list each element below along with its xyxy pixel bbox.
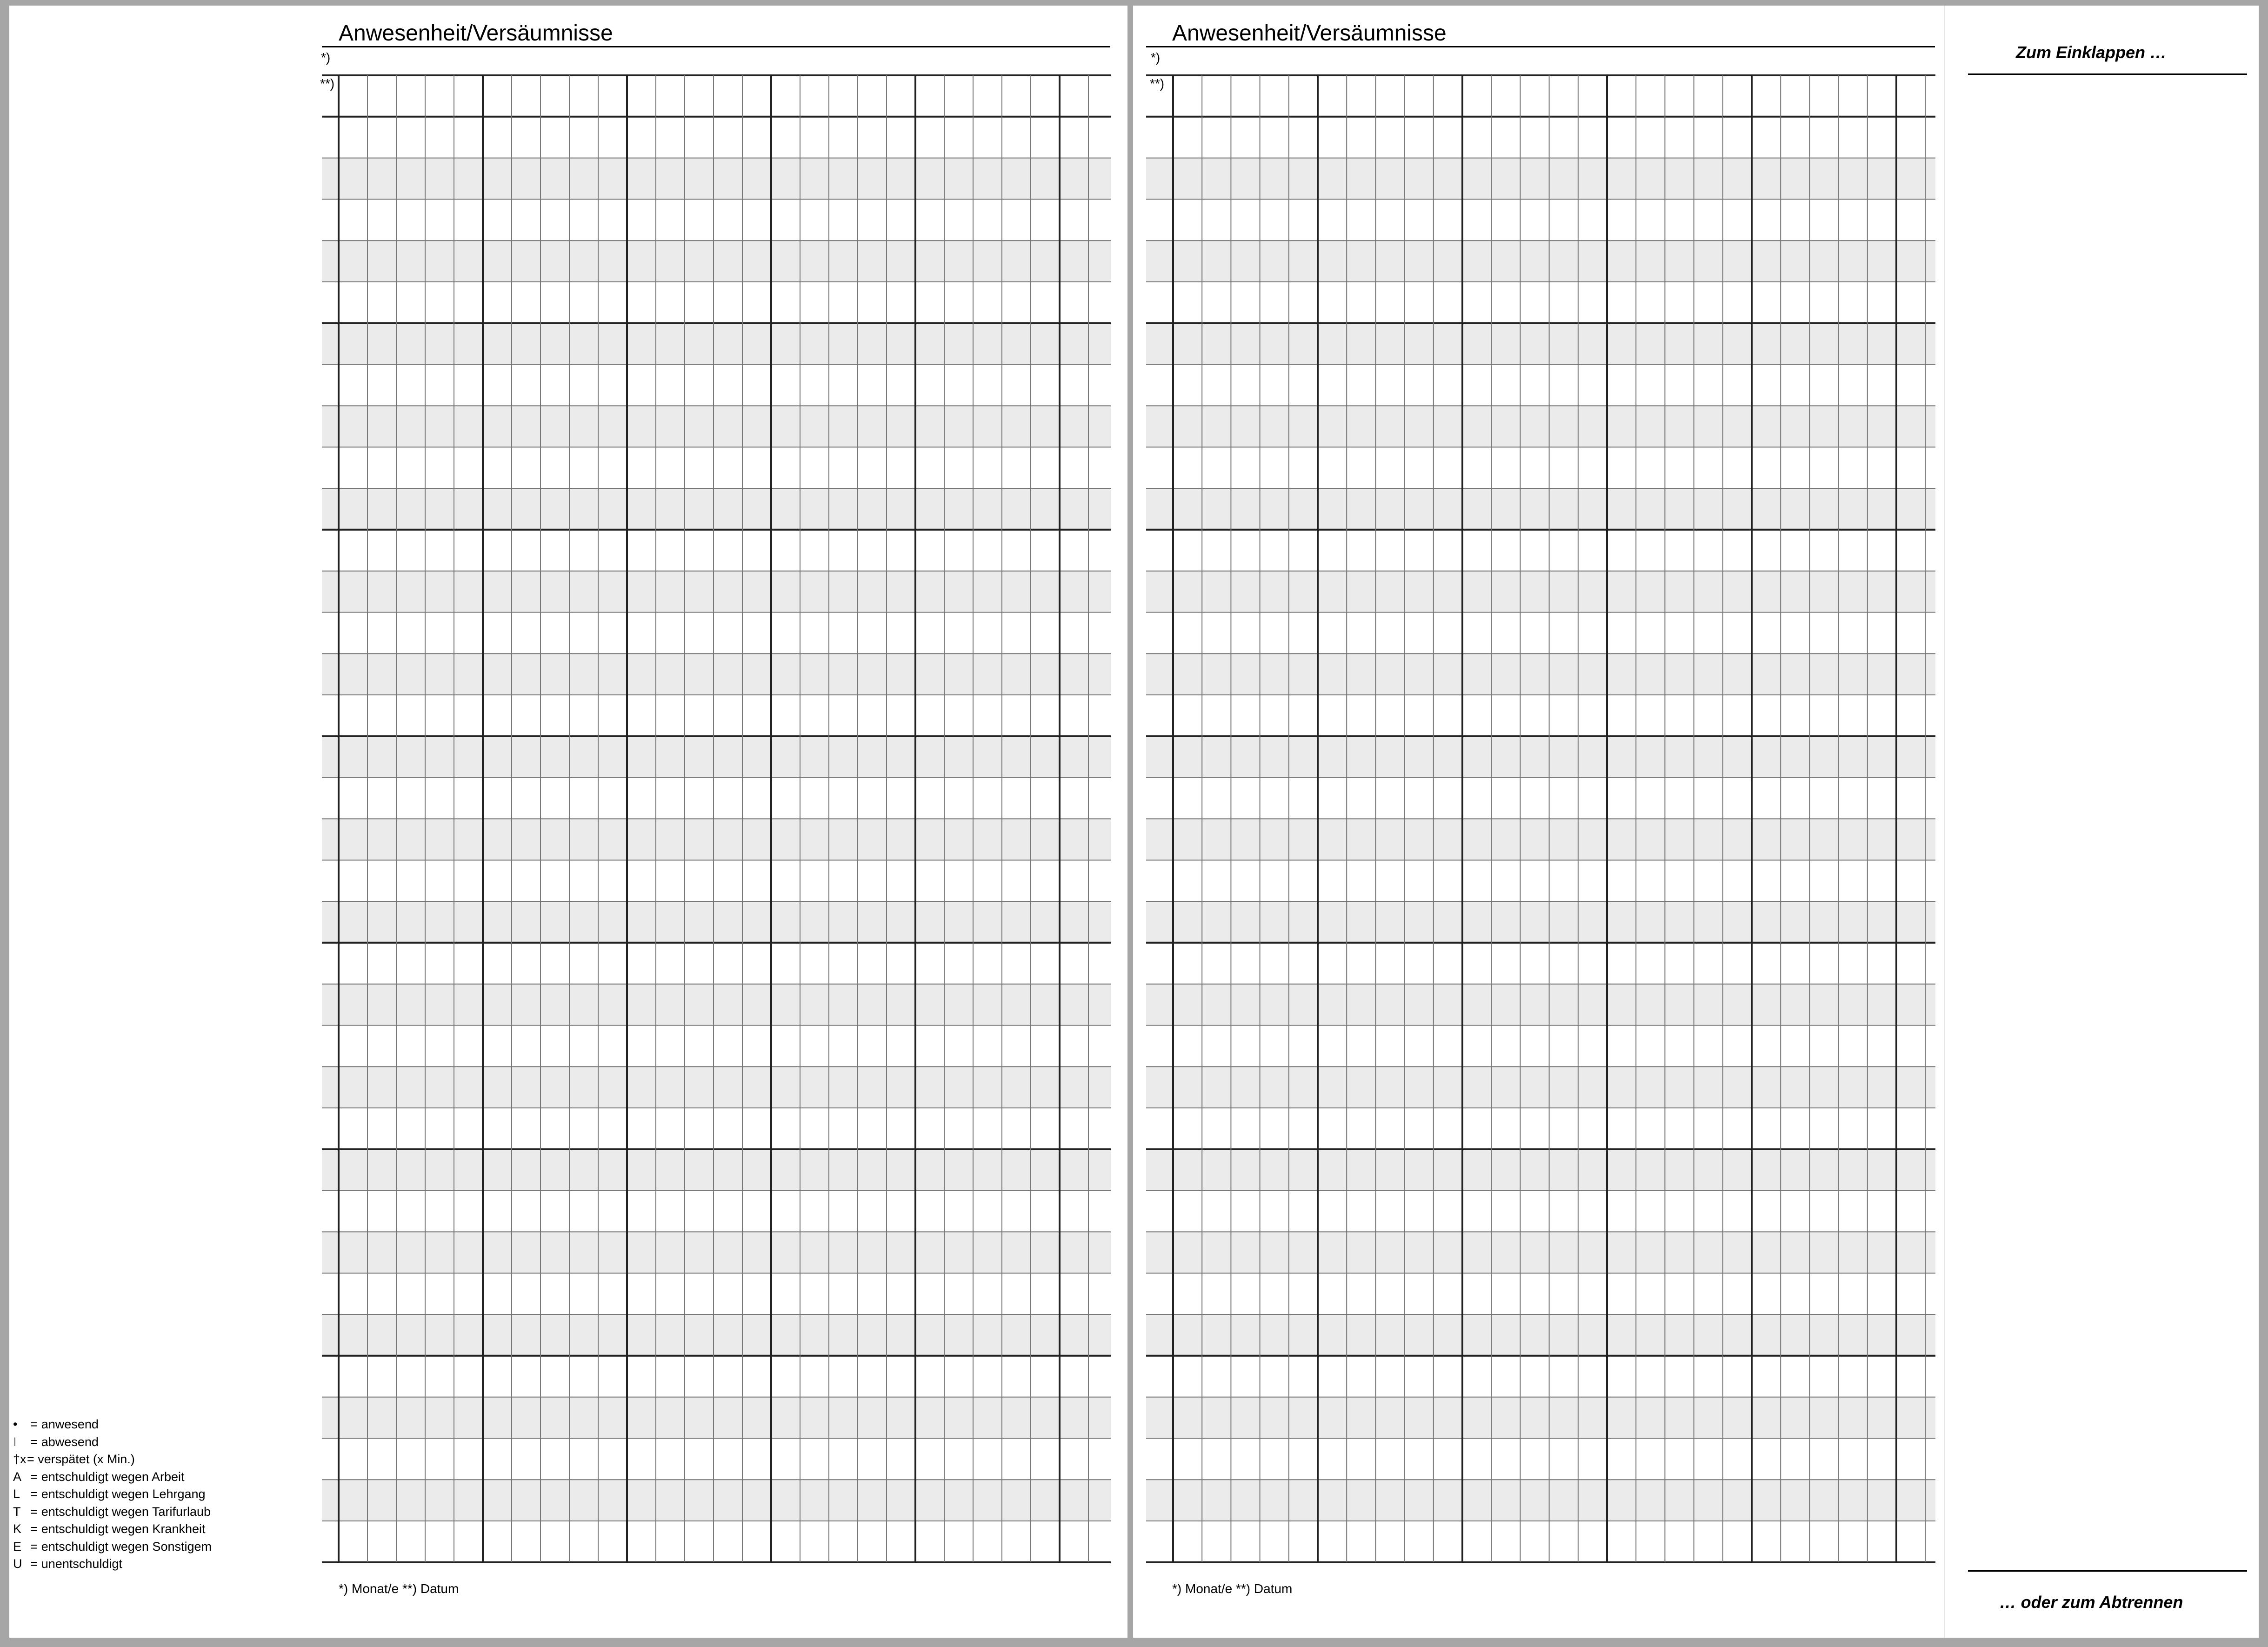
legend-symbol: A <box>13 1469 22 1484</box>
shaded-row <box>322 1314 1111 1356</box>
page-title: Anwesenheit/Versäumnisse <box>1172 21 1447 46</box>
legend-item <box>13 1486 212 1503</box>
shaded-row <box>1146 819 1935 860</box>
shaded-row <box>322 1067 1111 1108</box>
footnote: *) Monat/e **) Datum <box>339 1581 459 1596</box>
shaded-row <box>322 158 1111 200</box>
shaded-row <box>1146 1149 1935 1191</box>
shaded-row <box>1146 406 1935 447</box>
right-page <box>1133 6 2259 1638</box>
legend-item <box>13 1451 212 1468</box>
shaded-row <box>1146 736 1935 778</box>
date-mark: **) <box>1150 76 1165 91</box>
shaded-row <box>322 240 1111 282</box>
shaded-row <box>1146 1480 1935 1521</box>
shaded-row <box>1146 323 1935 365</box>
shaded-row <box>1146 571 1935 613</box>
legend-text: = entschuldigt wegen Arbeit <box>27 1469 185 1484</box>
attendance-grid <box>1146 74 1935 1581</box>
shaded-row <box>1146 1067 1935 1108</box>
attendance-grid <box>322 74 1111 1581</box>
legend-text: = anwesend <box>27 1417 99 1431</box>
shaded-row <box>1146 1397 1935 1439</box>
shaded-row <box>322 406 1111 447</box>
legend-symbol: L <box>13 1487 20 1501</box>
fold-bottom-text: … oder zum Abtrennen <box>1999 1593 2183 1612</box>
shaded-row <box>322 736 1111 778</box>
legend-item <box>13 1520 212 1538</box>
shaded-row <box>322 571 1111 613</box>
legend-item <box>13 1555 212 1573</box>
shaded-row <box>1146 488 1935 530</box>
legend-item <box>13 1434 212 1451</box>
footnote: *) Monat/e **) Datum <box>1172 1581 1293 1596</box>
title-rule <box>1146 46 1935 47</box>
legend-item <box>13 1503 212 1521</box>
shaded-row <box>322 984 1111 1026</box>
legend-text: = verspätet (x Min.) <box>27 1452 135 1466</box>
legend-symbol: K <box>13 1522 22 1536</box>
month-mark: *) <box>1151 50 1161 65</box>
legend-item <box>13 1468 212 1486</box>
legend-item <box>13 1416 212 1434</box>
shaded-row <box>1146 1232 1935 1273</box>
legend-symbol: †x <box>13 1452 27 1466</box>
fold-top-text: Zum Einklappen … <box>2015 43 2167 62</box>
legend <box>13 1416 212 1573</box>
shaded-row <box>1146 984 1935 1026</box>
shaded-row <box>1146 158 1935 200</box>
legend-text: = entschuldigt wegen Lehrgang <box>27 1487 206 1501</box>
title-rule <box>322 46 1110 47</box>
legend-text: = abwesend <box>27 1434 99 1449</box>
shaded-row <box>1146 653 1935 695</box>
shaded-row <box>1146 901 1935 943</box>
shaded-row <box>322 1480 1111 1521</box>
shaded-row <box>322 1397 1111 1439</box>
month-mark: *) <box>321 50 331 65</box>
legend-text: = unentschuldigt <box>27 1557 122 1571</box>
shaded-row <box>322 1232 1111 1273</box>
legend-symbol: T <box>13 1504 21 1519</box>
page-title: Anwesenheit/Versäumnisse <box>339 21 613 46</box>
legend-text: = entschuldigt wegen Tarifurlaub <box>27 1504 211 1519</box>
shaded-row <box>322 323 1111 365</box>
legend-text: = entschuldigt wegen Krankheit <box>27 1522 206 1536</box>
shaded-row <box>322 819 1111 860</box>
left-page <box>9 6 1127 1638</box>
shaded-row <box>322 488 1111 530</box>
legend-symbol: E <box>13 1539 22 1554</box>
legend-item <box>13 1538 212 1556</box>
fold-line <box>1944 6 1945 1638</box>
date-mark: **) <box>320 76 335 91</box>
shaded-row <box>322 1149 1111 1191</box>
legend-symbol: U <box>13 1557 22 1571</box>
shaded-row <box>1146 240 1935 282</box>
legend-symbol: • <box>13 1417 18 1431</box>
fold-bottom-rule <box>1968 1570 2247 1572</box>
legend-symbol: I <box>13 1434 17 1449</box>
legend-text: = entschuldigt wegen Sonstigem <box>27 1539 212 1554</box>
fold-top-rule <box>1968 73 2247 75</box>
shaded-row <box>1146 1314 1935 1356</box>
shaded-row <box>322 901 1111 943</box>
shaded-row <box>322 653 1111 695</box>
